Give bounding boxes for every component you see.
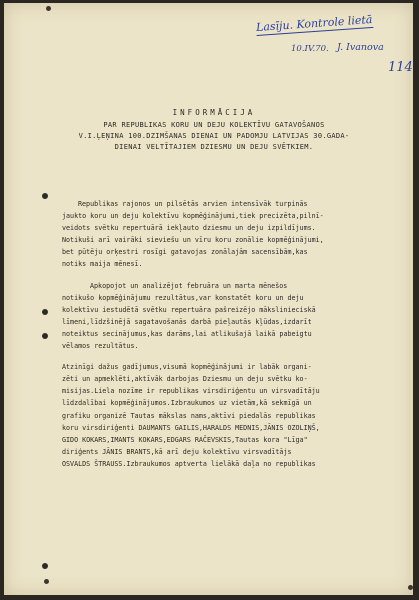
document-page: [4, 3, 413, 595]
title-line: DIENAI VELTĪTAJIEM DZIESMU UN DEJU SVĒTKIEM.: [114, 143, 314, 151]
text-line: diriģents JĀNIS BRANTS,kā arī deju kolektīvu virsvadītājs: [62, 447, 292, 456]
text-line: bet pūtēju orķestri rosīgi gatavojas zonālajām sacensībām,kas: [62, 248, 308, 257]
text-line: jaukto koru un deju kolektīvu kopmēģinājumi,tiek precizēta,pilnī-: [62, 212, 324, 221]
text-line: zēti un apmeklēti,aktīvāk darbojas Dziesmu un deju svētku ko-: [62, 375, 308, 384]
text-line: notiks maija mēnesī.: [62, 260, 143, 269]
text-line: līmeni,līdzšinējā sagatavošanās darbā pieļautās kļūdas,izdarīt: [62, 317, 312, 326]
title-line: V.I.ĻEŅINA 100.DZIMŠANAS DIENAI UN PADOMJU LATVIJAS 30.GADA-: [78, 132, 350, 140]
text-line: grafiku organizē Tautas mākslas nams,aktīvi piedalās republikas: [62, 411, 316, 420]
punch-hole: [42, 309, 48, 315]
staple-hole-top-left: [46, 6, 51, 11]
title-line: PAR REPUBLIKAS KORU UN DEJU KOLEKTĪVU GATAVOŠANOS: [103, 121, 325, 129]
text-line: notikušo kopmēģinājumu rezultātus,var konstatēt koru un deju: [62, 293, 304, 302]
handwritten-page-number: 114: [388, 60, 413, 75]
staple-hole-bottom-right: [408, 585, 413, 590]
handwritten-date: 10.IV.70.: [291, 44, 329, 54]
punch-hole: [42, 193, 48, 199]
paragraph: [62, 280, 392, 353]
text-line: misijas.Liela nozīme ir republikas virsdiriģentu un virsvadītāju: [62, 387, 320, 396]
text-line: veidots svētku repertuārā iekļauto dziesmu un deju izpildījums.: [62, 224, 316, 233]
text-line: GIDO KOKARS,IMANTS KOKARS,EDGARS RAČEVSKIS,Tautas kora "Līga": [62, 435, 308, 444]
text-line: līdzdalībai kopmēģinājumos.Izbraukumos uz vietām,kā sekmīgā un: [62, 399, 312, 408]
handwritten-note: Lasīju. Kontrole lietā: [255, 12, 373, 35]
punch-hole: [42, 563, 48, 569]
paragraph: [62, 361, 392, 470]
text-line: Republikas rajonos un pilsētās arvien intensīvāk turpinās: [78, 200, 308, 208]
handwritten-signature: J. Ivanova: [337, 42, 384, 53]
document-title: [42, 107, 386, 153]
text-line: noteiktus secinājumus,kas darāms,lai atlikušajā laikā pabeigtu: [62, 329, 312, 338]
text-line: Notikuši arī vairāki sieviešu un vīru koru zonālie kopmēģinājumi,: [62, 236, 324, 245]
document-body: [62, 198, 392, 479]
text-line: kolektīvu iestudētā svētku repertuāra pašreizējo mākslinieciskā: [62, 305, 316, 314]
title-heading: INFORMĀCIJA: [172, 108, 256, 117]
paragraph: [62, 198, 392, 271]
text-line: koru virsdiriģenti DAUMANTS GAILIS,HARALDS MEDNIS,JĀNIS OZOLIŅŠ,: [62, 423, 320, 432]
text-line: Atzinīgi dažus gadījumus,visumā kopmēģinājumi ir labāk organi-: [62, 363, 312, 372]
text-line: Apkopojot un analizējot februāra un marta mēnešos: [90, 281, 288, 290]
text-line: vēlamos rezultātus.: [62, 342, 139, 351]
text-line: OSVALDS ŠTRAUSS.Izbraukumos aptverta lielākā daļa no republikas: [62, 459, 316, 468]
punch-hole: [42, 333, 48, 339]
staple-hole-bottom-left: [44, 579, 49, 584]
